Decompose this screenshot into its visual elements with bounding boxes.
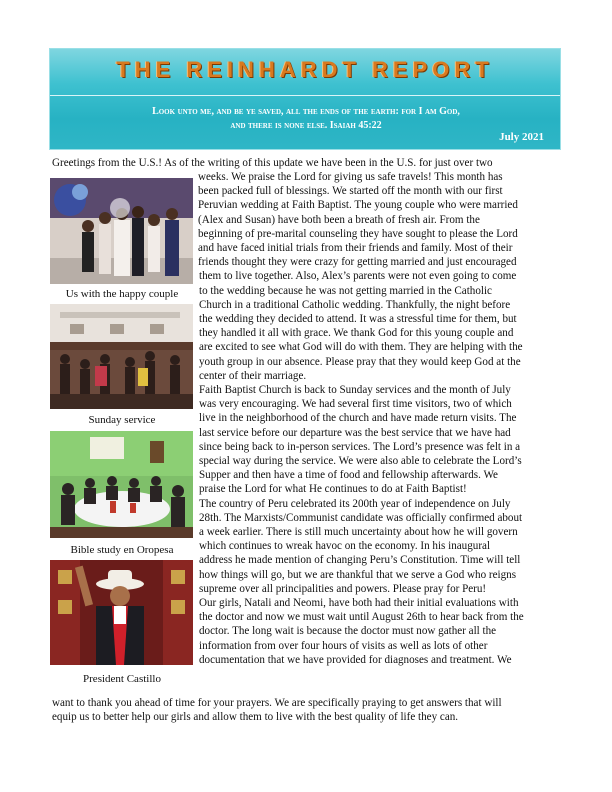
photo-caption: Sunday service bbox=[88, 414, 156, 426]
body-text-line: Peruvian wedding at Faith Baptist. The young couple who were married bbox=[198, 199, 518, 212]
body-text-line: Supper and then have a time of food and fellowship afterwards. We bbox=[199, 469, 498, 482]
photo-caption: Us with the happy couple bbox=[65, 288, 179, 300]
verse-line-2: and there is none else. Isaiah 45:22 bbox=[230, 120, 382, 131]
body-text-line: address he made mention of changing Peru’s Constitution. Time will tell bbox=[199, 554, 521, 567]
body-text-line: and have faced initial trials from their friends and family. Most of their bbox=[198, 242, 513, 254]
body-text-line: a week earlier. There is still much uncertainty about how he will govern bbox=[199, 526, 518, 538]
body-text-line: doctor. The long wait is because the doctor must now gather all the bbox=[199, 625, 497, 638]
body-text-line: Faith Baptist Church is back to Sunday services and the month of July bbox=[199, 384, 511, 396]
banner-divider bbox=[50, 95, 560, 96]
body-text-line: them to live together. Also, Alex’s parents were not even going to come bbox=[199, 270, 517, 283]
wedding-photo-icon bbox=[50, 178, 193, 284]
body-text-line: been packed full of blessings. We started off the month with our first bbox=[198, 185, 503, 198]
body-text-line: was very encouraging. We had several first time visitors, two of which bbox=[199, 398, 512, 411]
body-text-line: youth group in our absence. Please pray that they would keep God at the bbox=[199, 355, 521, 368]
body-text-line: the doctor and now we must wait until August 26th to hear back from the bbox=[199, 611, 524, 624]
body-text-line: which continues to wreak havoc on the economy. In his inaugural bbox=[199, 540, 491, 553]
closing-line-1: want to thank you ahead of time for your prayers. We are specifically praying to get answers that will bbox=[52, 697, 502, 709]
intro-line: Greetings from the U.S.! As of the writing of this update we have been in the U.S. for just over two bbox=[52, 157, 493, 169]
body-text-line: last service before our departure was the best service that we have had bbox=[199, 426, 511, 439]
photo-caption: President Castillo bbox=[83, 673, 161, 685]
body-text-line: Church in a traditional Catholic wedding. Thankfully, the night before bbox=[199, 298, 511, 311]
body-text-line: live in the neighborhood of the church and have made return visits. The bbox=[199, 412, 517, 425]
banner-verse bbox=[70, 105, 542, 133]
photo-caption: Bible study en Oropesa bbox=[70, 544, 174, 556]
body-text-line: friends thought they were crazy for getting married and just encouraged bbox=[198, 256, 517, 269]
body-text-line: how things will go, but we are thankful that we serve a God who reigns bbox=[199, 568, 517, 581]
verse-line-1: Look unto me, and be ye saved, all the ends of the earth: for I am God, bbox=[152, 106, 460, 117]
body-text-line: weeks. We praise the Lord for giving us safe travels! This month has bbox=[198, 171, 503, 183]
bible-study-photo-icon bbox=[50, 431, 193, 538]
body-text-line: Our girls, Natali and Neomi, have both had their initial evaluations with bbox=[199, 597, 519, 609]
body-text-line: special way during the service. We were also able to celebrate the Lord’s bbox=[199, 455, 522, 467]
church-service-photo-icon bbox=[50, 304, 193, 409]
body-text-line: center of their marriage. bbox=[199, 369, 307, 382]
body-text-line: beginning of pre-marital counseling they have sought to please the Lord bbox=[198, 227, 518, 240]
newsletter-title: THE REINHARDT REPORT bbox=[116, 57, 494, 82]
body-text-line: (Alex and Susan) have both been a breath of fresh air. From the bbox=[198, 213, 480, 226]
issue-date: July 2021 bbox=[499, 131, 544, 143]
body-text-line: documentation that we have provided for diagnoses and treatment. We bbox=[199, 653, 512, 666]
body-text-line: praise the Lord for what He continues to do at Faith Baptist! bbox=[199, 483, 467, 496]
body-text-line: they handled it all with grace. We thank God for this young couple and bbox=[199, 327, 514, 340]
body-text-line: are excited to see what God will do with them. They are helping with the bbox=[199, 341, 523, 354]
body-text-line: since being back to in-person services. The Lord’s presence was felt in a bbox=[199, 440, 521, 453]
closing-line-2: equip us to better help our girls and allow them to live with the best quality of life they can. bbox=[52, 711, 459, 723]
body-text-line: information from over four hours of visits as well as lots of other bbox=[199, 639, 488, 652]
body-text-line: supreme over all principalities and powers. Please pray for Peru! bbox=[199, 582, 487, 595]
body-text-line: the wedding they decided to attend. It was a stressful time for them, but bbox=[199, 313, 517, 325]
president-photo-icon bbox=[50, 560, 193, 665]
newsletter-banner bbox=[49, 48, 561, 150]
body-text-line: 28th. The Marxists/Communist candidate was officially confirmed about bbox=[199, 511, 523, 524]
body-text-line: to the wedding because he was not getting married in the Catholic bbox=[199, 284, 492, 297]
body-text-line: The country of Peru celebrated its 200th year of independence on July bbox=[199, 497, 511, 510]
